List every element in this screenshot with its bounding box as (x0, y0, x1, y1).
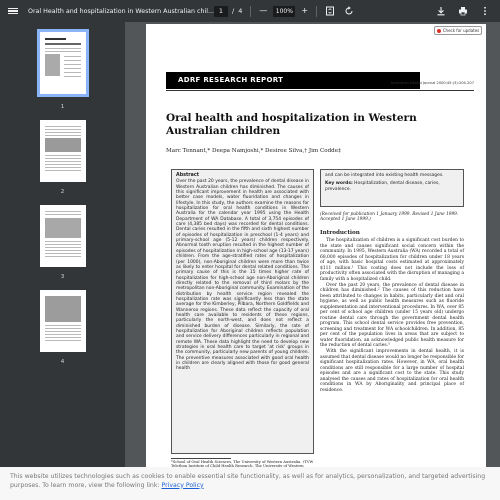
footnote-rule (171, 458, 231, 459)
introduction-text (320, 238, 464, 394)
keywords-text: Hospitalization, dental disease, caries, prevalence. (325, 181, 440, 192)
document-title: Oral Health and hospitalization in Western Australian chil... (28, 7, 214, 15)
abstract-text: Over the past 20 years, the prevalence of dental disease in Western Australian children has diminished. The causes of this significant improvement in health are associated with better case models, water fluoridation and changes in lifestyle. In this study, the authors examine the reasons for hospitalization for oral health conditions in Western Australia for the calendar year 1995 using the Health Department of WA Database. A total of 3,754 episodes of care (4,385 bed days) was recorded for dental conditions. Dental caries resulted in the fifth and sixth highest number of episodes of hospitalization in preschool (1-4 years) and primary-school age (5-12 years) children respectively. Abnormal tooth eruption resulted in the highest number of episodes of hospitalization in high-school age (13-17 years) children. From the age-stratified rates of hospitalization (per 1000), non-Aboriginal children were more than twice as likely to enter hospital for dental related conditions. The primary cause of this is the 15 times higher rate of hospitalization for high-school age non-Aboriginal children directly related to the removal of third molars by the metropolitan non-Aboriginal community. Examination of the distribution by health service region revealed the hospitalization rate was significantly less than the state average for the Kimberley, Pilbara, Northern Goldfields and Wanneroo regions. These data reflect the capacity of oral health care available to residents of these regions, particularly the north-west, and does not reflect a diminished burden of disease. Similarly, the rate of hospitalization for Aboriginal children reflects population and service delivery differences particularly in regional and remote WA. These data highlight the need to develop new strategies in oral health care to target 'at risk' groups in the community, particularly new parents of young children. The preventive measures associated with good oral health in children are clearly aligned with those for good general health (176, 179, 309, 372)
zoom-out-button[interactable]: — (259, 6, 268, 15)
download-icon[interactable] (436, 6, 446, 16)
cookie-text: This website utilizes technologies such as cookies to enable essential site functionality, as well as for analytics, personalization, and targeted advertising purposes. To learn more, view the following link: (10, 473, 486, 489)
thumbnail-label: 3 (60, 274, 65, 280)
abstract-heading: Abstract (176, 173, 200, 178)
keywords-label: Key words: (325, 181, 353, 187)
menu-icon[interactable] (8, 8, 18, 15)
zoom-in-button[interactable]: + (301, 6, 309, 15)
journal-citation: Australian Dental Journal 2000;45:(3):204-207 (390, 81, 474, 85)
toolbar-divider (250, 6, 251, 17)
more-options-icon[interactable] (480, 6, 490, 16)
report-banner: ADRF RESEARCH REPORT (166, 72, 420, 89)
page-thumbnail-1[interactable] (40, 32, 86, 94)
page-thumbnail-3[interactable] (40, 205, 86, 267)
toolbar-actions (436, 0, 490, 22)
page-number-input[interactable]: 1 (214, 6, 228, 17)
page-total: 4 (238, 7, 243, 15)
zoom-controls (259, 6, 308, 17)
zoom-level-input[interactable]: 100% (273, 6, 295, 17)
crossmark-icon (437, 29, 441, 33)
affiliation-footnote: *School of Oral Health Sciences, The University of Western Australia. †TVW (171, 460, 314, 464)
privacy-policy-link[interactable]: Privacy Policy (161, 481, 204, 489)
page-indicator (214, 6, 242, 17)
thumbnail-label: 1 (60, 104, 65, 110)
print-icon[interactable] (458, 6, 468, 16)
received-dates: (Received for publication 1 January 1999. Revised 1 June 1999. Accepted 1 June 1999.) (320, 212, 459, 223)
thumbnail-sidebar (0, 22, 125, 467)
page-thumbnail-2[interactable] (40, 120, 86, 182)
fit-page-icon[interactable] (325, 6, 335, 16)
page-thumbnail-4[interactable] (40, 290, 86, 352)
thumbnail-label: 4 (60, 359, 65, 365)
abstract-continuation-box (320, 169, 464, 207)
toolbar-divider (316, 6, 317, 17)
pdf-toolbar (0, 0, 500, 22)
cookie-banner (0, 467, 500, 500)
pdf-page (146, 24, 486, 467)
page-separator: / (232, 7, 235, 15)
article-title: Oral health and hospitalization in Western Australian children (166, 112, 417, 137)
author-list: Marc Tennant,* Deepa Namjoshi,* Desiree Silva,† Jim Codde‡ (166, 148, 341, 154)
header-rule (166, 90, 474, 91)
introduction-heading: Introduction (320, 230, 360, 236)
paragraph: With the significant improvements in dental health, it is assumed that dental disease would no longer be responsible for significant hospitalization rates. However, in WA, oral health conditions are still responsible for a large number of hospital episodes and are a significant cost to the state. This study analysed the causes and rates of hospitalization for oral health conditions in WA by Aboriginality and principal place of residence. (320, 349, 464, 393)
thumbnail-label: 2 (60, 189, 65, 195)
abstract-continuation: and can be integrated into existing health messages. (325, 173, 444, 178)
abstract-box (171, 169, 314, 454)
rotate-icon[interactable] (344, 6, 354, 16)
paragraph: The hospitalization of children is a significant cost burden to the state and causes significant social concern within the community. In 1995, Western Australia (WA) recorded a total of 68,000 episodes of hospitalization for children under 18 years of age, with basic hospital costs estimated at approximately $111 million.¹ This costing does not include the loss of productivity often associated with the disruption of managing a family with a hospitalized child. (320, 238, 464, 282)
check-updates-label: Check for updates (442, 28, 480, 33)
paragraph: Over the past 20 years, the prevalence of dental disease in children has diminished.² The causes of this reduction have been attributed to changes in habits, particularly diet and oral hygiene, as well as public health measures such as fluoride supplementation and interventional procedures. In WA, over 85 per cent of school age children (under 15 years old) undergo routine dental care through the government dental health program. This school dental service provides free prevention, screening and treatment for WA schoolchildren. In addition, 85 per cent of the population lives in areas that are subject to water fluoridation, an acknowledged public health measure for the reduction of dental caries.³ (320, 282, 464, 348)
check-updates-button[interactable] (434, 26, 482, 35)
